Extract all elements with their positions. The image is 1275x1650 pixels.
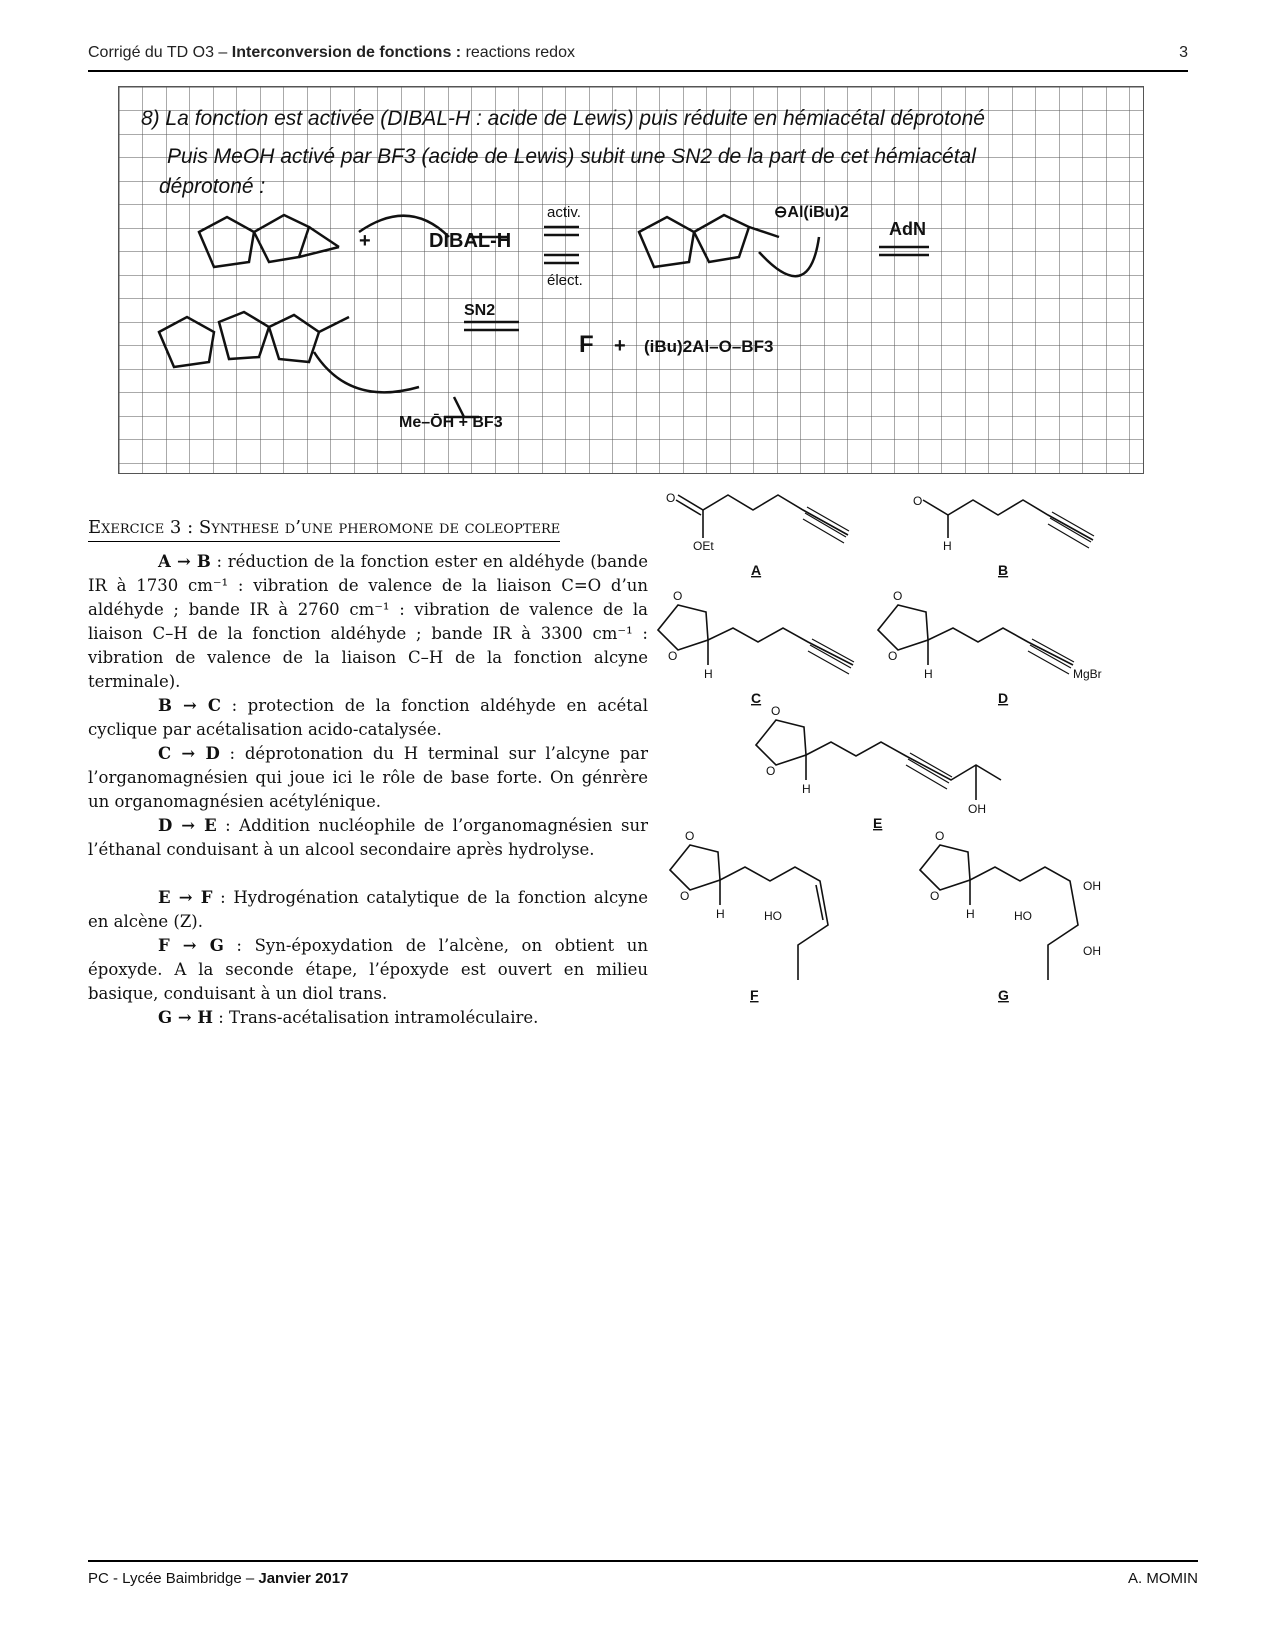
svg-text:F: F: [579, 331, 594, 358]
svg-text:O: O: [913, 494, 923, 508]
svg-text:H: H: [802, 782, 811, 796]
svg-text:O: O: [666, 491, 676, 505]
svg-text:(iBu)2Al–O–BF3: (iBu)2Al–O–BF3: [644, 337, 774, 356]
exercise-text: [88, 550, 648, 1030]
paragraph-d-e: D → E : Addition nucléophile de l’organomagnésien sur l’éthanal conduisant à un alcool secondaire après hydrolyse.: [88, 816, 648, 859]
label-b: B: [998, 562, 1009, 578]
svg-text:H: H: [704, 667, 713, 681]
structure-e: [756, 720, 1001, 800]
svg-text:O: O: [685, 829, 695, 843]
svg-text:OH: OH: [1083, 944, 1101, 958]
svg-text:H: H: [966, 907, 975, 921]
page-header: [88, 42, 1188, 72]
svg-text:OH: OH: [1083, 879, 1101, 893]
hand-line-2: Puis MeOH activé par BF3 (acide de Lewis) subit une SN2 de la part de cet hémiacétal: [167, 145, 976, 168]
svg-text:Me–ŌH + BF3: Me–ŌH + BF3: [399, 414, 503, 431]
svg-text:H: H: [716, 907, 725, 921]
svg-text:O: O: [680, 889, 690, 903]
label-f: F: [750, 987, 759, 1003]
svg-text:+: +: [614, 335, 626, 357]
svg-text:O: O: [935, 829, 945, 843]
label-c: C: [751, 690, 762, 706]
paragraph-b-c: B → C : protection de la fonction aldéhyde en acétal cyclique par acétalisation acido-catalysée.: [88, 696, 648, 739]
svg-text:O: O: [668, 649, 678, 663]
structures-panel: [666, 491, 1208, 1060]
svg-text:OEt: OEt: [693, 539, 714, 553]
structure-c: [658, 605, 854, 674]
exercise-title: Exercice 3 : Synthese d’une pheromone de coleoptere: [88, 517, 560, 538]
svg-text:O: O: [766, 764, 776, 778]
svg-text:O: O: [673, 589, 683, 603]
svg-text:O: O: [930, 889, 940, 903]
svg-text:O: O: [771, 704, 781, 718]
paragraph-a-b: A → B : réduction de la fonction ester en aldéhyde (bande IR à 1730 cm⁻¹ : vibration de valence de la liaison C=O d’un aldéhyde ; bande IR à 2760 cm⁻¹ : vibration de valence de la liaison C–H de la fonction aldéhyde ; bande IR à 3300 cm⁻¹ : vibration de valence de la liaison C–H de la fonction alcyne terminale).: [88, 552, 649, 691]
label-d: D: [998, 690, 1009, 706]
svg-text:H: H: [943, 539, 952, 553]
svg-text:+: +: [359, 230, 371, 252]
label-e: E: [873, 815, 883, 831]
svg-text:HO: HO: [1014, 909, 1032, 923]
structure-f: [670, 845, 828, 980]
svg-text:O: O: [893, 589, 903, 603]
svg-text:AdN: AdN: [889, 219, 926, 239]
svg-text:MgBr: MgBr: [1073, 667, 1102, 681]
handwritten-scan: [118, 86, 1144, 474]
svg-text:activ.: activ.: [547, 204, 581, 221]
svg-text:SN2: SN2: [464, 302, 496, 319]
hand-line-1: 8) La fonction est activée (DIBAL-H : acide de Lewis) puis réduite en hémiacétal déprotoné: [141, 107, 985, 130]
label-a: A: [751, 562, 762, 578]
svg-text:H: H: [924, 667, 933, 681]
dibal-reagent: DIBAL-H: [429, 230, 512, 252]
svg-text:HO: HO: [764, 909, 782, 923]
svg-text:OH: OH: [968, 802, 986, 816]
structure-g: [920, 845, 1078, 980]
svg-text:O: O: [888, 649, 898, 663]
header-title: Corrigé du TD O3 – Interconversion de fonctions : reactions redox: [88, 44, 575, 61]
paragraph-g-h: G → H : Trans-acétalisation intramoléculaire.: [158, 1008, 539, 1027]
structure-d: [878, 605, 1074, 674]
hand-line-3: déprotoné :: [159, 175, 266, 198]
svg-text:⊖Al(iBu)2: ⊖Al(iBu)2: [774, 204, 849, 221]
svg-text:élect.: élect.: [547, 272, 583, 289]
structure-a: [676, 495, 849, 543]
paragraph-c-d: C → D : déprotonation du H terminal sur l’alcyne par l’organomagnésien qui joue ici le rôle de base forte. On génrère un organomagnésien acétylénique.: [88, 744, 648, 811]
paragraph-e-f: E → F : Hydrogénation catalytique de la fonction alcyne en alcène (Z).: [88, 888, 648, 931]
handwritten-mechanism: [119, 87, 1143, 473]
label-g: G: [998, 987, 1009, 1003]
paragraph-f-g: F → G : Syn-époxydation de l’alcène, on obtient un époxyde. A la seconde étape, l’époxyde est ouvert en milieu basique, conduisant à un diol trans.: [88, 936, 648, 1003]
footer-author: A. MOMIN: [1128, 1570, 1198, 1587]
page-footer: [88, 1560, 1198, 1587]
footer-left: PC - Lycée Baimbridge – Janvier 2017: [88, 1570, 349, 1587]
page-number: 3: [1179, 44, 1188, 61]
